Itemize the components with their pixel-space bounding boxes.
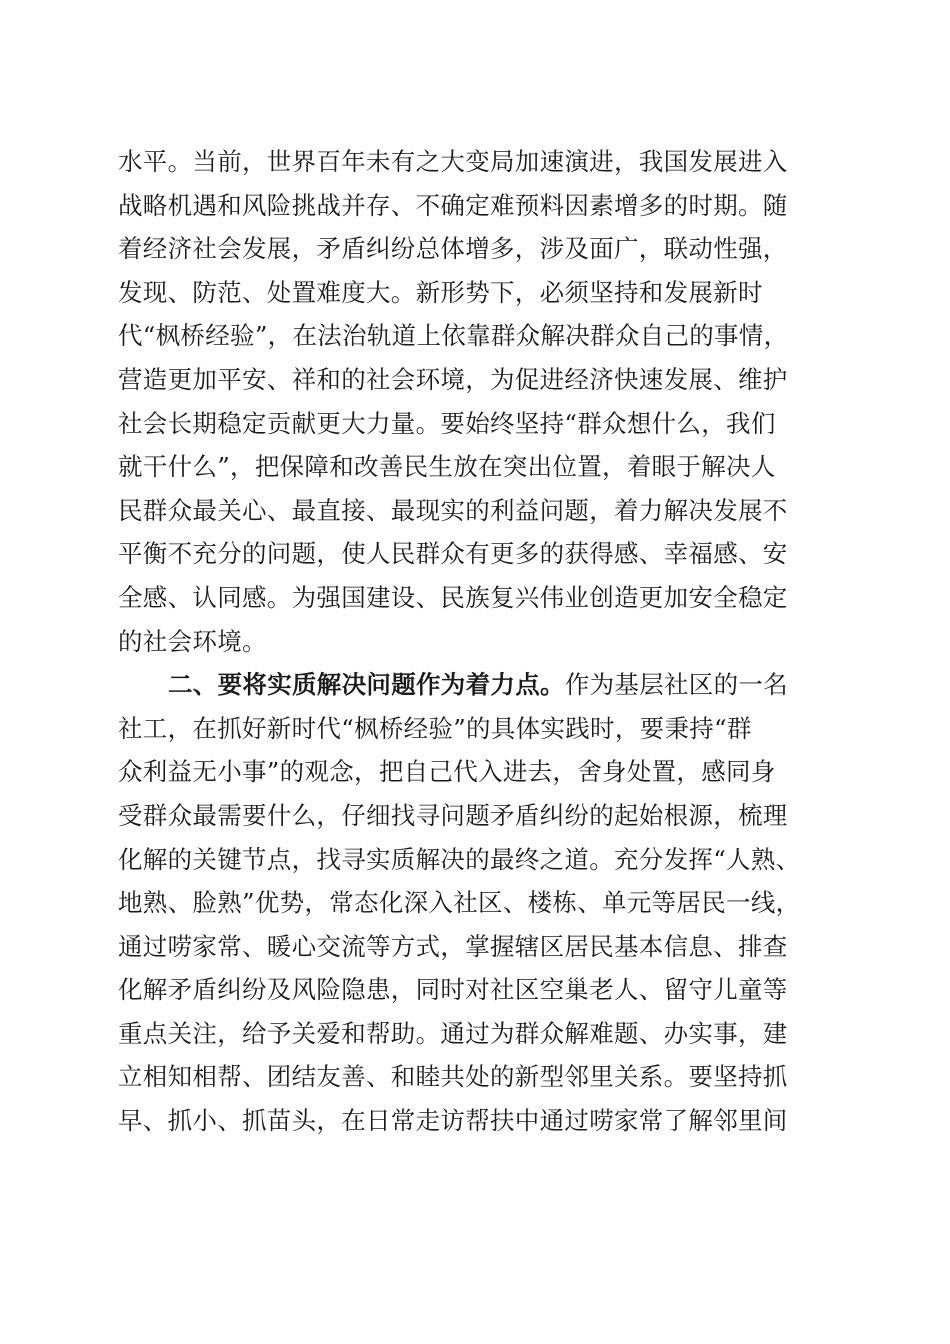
paragraph-line: 全感、认同感。为强国建设、民族复兴伟业创造更加安全稳定 — [118, 582, 788, 612]
paragraph-first-line — [118, 663, 838, 707]
paragraph-1 — [118, 140, 838, 663]
paragraph-line: 水平。当前，世界百年未有之大变局加速演进，我国发展进入 — [118, 147, 788, 176]
paragraph-line: 通过唠家常、暖心交流等方式，掌握辖区居民基本信息、排查 — [118, 931, 788, 961]
paragraph-line: 就干什么”，把保障和改善民生放在突出位置，着眼于解决人 — [118, 452, 776, 482]
paragraph-line: 战略机遇和风险挑战并存、不确定难预料因素增多的时期。随 — [118, 190, 788, 220]
paragraph-line-rest: 作为基层社区的一名 — [564, 670, 789, 700]
paragraph-line: 社工，在抓好新时代“枫桥经验”的具体实践时，要秉持“群 — [118, 713, 752, 743]
paragraph-line: 化解的关键节点，找寻实质解决的最终之道。充分发挥“人熟、 — [118, 844, 801, 874]
paragraph-line: 地熟、脸熟”优势，常态化深入社区、楼栋、单元等居民一线， — [118, 888, 801, 918]
paragraph-line: 立相知相帮、团结友善、和睦共处的新型邻里关系。要坚持抓 — [118, 1062, 788, 1092]
paragraph-line: 社会长期稳定贡献更大力量。要始终坚持“群众想什么，我们 — [118, 408, 776, 438]
paragraph-line: 重点关注，给予关爱和帮助。通过为群众解难题、办实事，建 — [118, 1018, 788, 1048]
document-body — [118, 140, 838, 1143]
paragraph-line: 发现、防范、处置难度大。新形势下，必须坚持和发展新时 — [118, 277, 763, 307]
paragraph-line: 代“枫桥经验”，在法治轨道上依靠群众解决群众自己的事情， — [118, 321, 789, 351]
paragraph-line: 众利益无小事”的观念，把自己代入进去，舍身处置，感同身 — [118, 757, 776, 787]
paragraph-line: 着经济社会发展，矛盾纠纷总体增多，涉及面广，联动性强， — [118, 234, 788, 264]
paragraph-line: 平衡不充分的问题，使人民群众有更多的获得感、幸福感、安 — [118, 539, 788, 569]
paragraph-line: 民群众最关心、最直接、最现实的利益问题，着力解决发展不 — [118, 495, 788, 525]
paragraph-line: 早、抓小、抓苗头，在日常走访帮扶中通过唠家常了解邻里间 — [118, 1106, 788, 1136]
paragraph-line: 的社会环境。 — [118, 626, 267, 656]
paragraph-line: 化解矛盾纠纷及风险隐患，同时对社区空巢老人、留守儿童等 — [118, 975, 788, 1005]
paragraph-line: 营造更加平安、祥和的社会环境，为促进经济快速发展、维护 — [118, 364, 788, 394]
paragraph-line: 受群众最需要什么，仔细找寻问题矛盾纠纷的起始根源，梳理 — [118, 800, 788, 830]
paragraph-2 — [118, 663, 838, 1143]
section-heading: 二、要将实质解决问题作为着力点。 — [168, 670, 565, 700]
